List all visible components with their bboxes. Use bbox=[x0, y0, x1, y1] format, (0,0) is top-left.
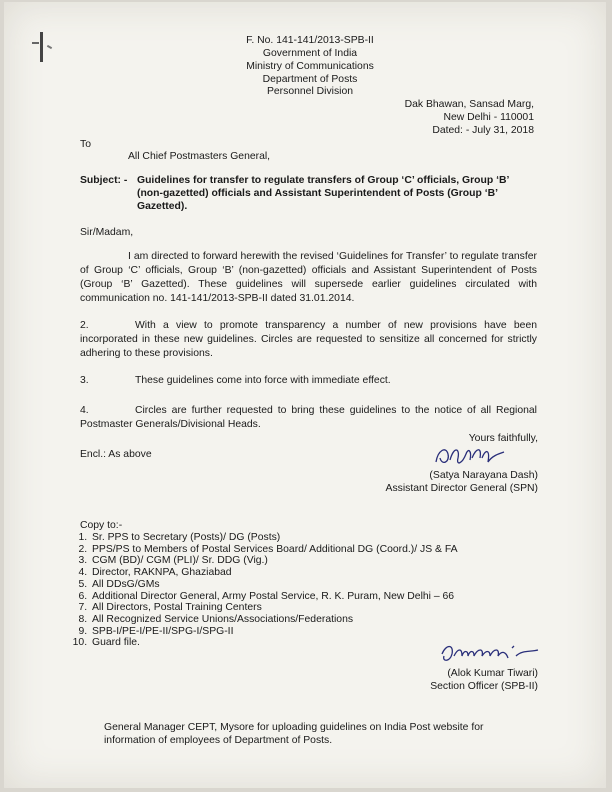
signatory-2-title: Section Officer (SPB-II) bbox=[430, 681, 538, 692]
date-line: Dated: - July 31, 2018 bbox=[432, 125, 534, 136]
subject-line: Guidelines for transfer to regulate transfers of Group ‘C’ officials, Group ‘B’ bbox=[137, 175, 510, 186]
list-item: 6. Additional Director General, Army Postal Service, R. K. Puram, New Delhi – 66 bbox=[90, 591, 458, 603]
header-government: Government of India bbox=[262, 48, 358, 59]
header-division: Personnel Division bbox=[266, 86, 354, 97]
recipient: All Chief Postmasters General, bbox=[128, 151, 271, 162]
signatory-2-name: (Alok Kumar Tiwari) bbox=[447, 668, 538, 679]
paragraph-4 bbox=[80, 404, 537, 432]
list-item: 3. CGM (BD)/ CGM (PLI)/ Sr. DDG (Vig.) bbox=[90, 555, 458, 567]
paragraph-text: I am directed to forward herewith the revised ‘Guidelines for Transfer’ to regulate transfer of Group ‘C’ officials, Group ‘B’ (non-gazetted) officials and Assistant Superintendent of Posts (Group ‘B’ Gazetted). These guidelines will supersede earlier guidelines circulated with communication no. 141-141/2013-SPB-II dated 31.01.2014. bbox=[80, 251, 537, 304]
paragraph-text: With a view to promote transparency a number of new provisions have been incorporated in these new guidelines. Circles are requested to sensitize all concerned for strictly adhering to these provisions. bbox=[80, 320, 537, 359]
paragraph-number: 4. bbox=[80, 405, 89, 416]
closing: Yours faithfully, bbox=[468, 433, 538, 444]
copy-to-label: Copy to:- bbox=[80, 520, 123, 531]
subject-line: (non-gazetted) officials and Assistant Superintendent of Posts (Group ‘B’ bbox=[137, 188, 498, 199]
staple-mark bbox=[40, 32, 43, 62]
paragraph-number: 2. bbox=[80, 320, 89, 331]
paragraph-2 bbox=[80, 319, 537, 361]
copy-to-list bbox=[70, 532, 458, 649]
list-item: 2. PPS/PS to Members of Postal Services Board/ Additional DG (Coord.)/ JS & FA bbox=[90, 544, 458, 556]
to-label: To bbox=[80, 139, 91, 150]
enclosure-note: Encl.: As above bbox=[80, 449, 152, 460]
salutation: Sir/Madam, bbox=[80, 227, 134, 238]
signatory-1-title: Assistant Director General (SPN) bbox=[385, 483, 538, 494]
paragraph-1 bbox=[80, 250, 537, 306]
list-item: 9. SPB-I/PE-I/PE-II/SPG-I/SPG-II bbox=[90, 626, 458, 638]
list-item: 5. All DDsG/GMs bbox=[90, 579, 458, 591]
list-item: 4. Director, RAKNPA, Ghaziabad bbox=[90, 567, 458, 579]
subject-line: Gazetted). bbox=[137, 201, 188, 212]
list-item: 10. Guard file. bbox=[90, 637, 458, 649]
staple-mark bbox=[47, 45, 52, 49]
signature-alok bbox=[438, 640, 542, 666]
list-item: 8. All Recognized Service Unions/Associations/Federations bbox=[90, 614, 458, 626]
file-number: F. No. 141-141/2013-SPB-II bbox=[246, 35, 374, 46]
paragraph-text: Circles are further requested to bring these guidelines to the notice of all Regional Postmaster Generals/Divisional Heads. bbox=[80, 405, 537, 430]
address-line: Dak Bhawan, Sansad Marg, bbox=[404, 99, 534, 110]
subject-label: Subject: - bbox=[80, 175, 128, 186]
paragraph-3 bbox=[80, 374, 537, 388]
header-department: Department of Posts bbox=[262, 74, 358, 85]
paragraph-text: These guidelines come into force with immediate effect. bbox=[135, 375, 391, 386]
header-ministry: Ministry of Communications bbox=[246, 61, 374, 72]
footer-note: General Manager CEPT, Mysore for uploading guidelines on India Post website for bbox=[104, 722, 484, 733]
staple-mark bbox=[32, 42, 39, 44]
list-item: 7. All Directors, Postal Training Centers bbox=[90, 602, 458, 614]
signature-satya bbox=[432, 440, 508, 470]
signatory-1-name: (Satya Narayana Dash) bbox=[429, 470, 538, 481]
address-line: New Delhi - 110001 bbox=[443, 112, 534, 123]
footer-note: information of employees of Department of Posts. bbox=[104, 735, 333, 746]
list-item: 1. Sr. PPS to Secretary (Posts)/ DG (Posts) bbox=[90, 532, 458, 544]
paragraph-number: 3. bbox=[80, 375, 89, 386]
